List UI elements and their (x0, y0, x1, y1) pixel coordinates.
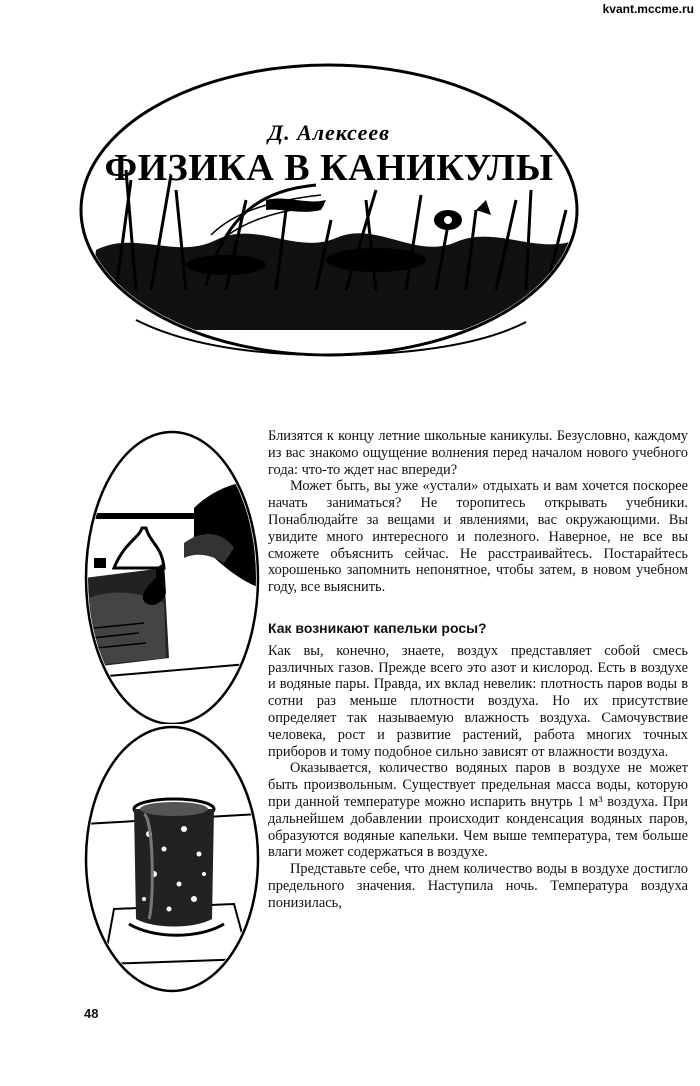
section-paragraph-2: Оказывается, количество водяных паров в воздухе не может быть произвольным. Существует предельная масса воды, которую при данной температуре можно испарить внутрь 1 м³ воздуха. При дальнейшем добавлении происходит конденсация водяных паров, образуются водяные капельки. Чем выше температура, тем больше влаги может содержаться в воздухе. (268, 760, 688, 861)
article-title: ФИЗИКА В КАНИКУЛЫ (104, 147, 554, 189)
dew-jar-picture (84, 724, 260, 994)
section-heading: Как возникают капельки росы? (268, 619, 487, 636)
kettle-illustration (84, 428, 260, 724)
kettle-pouring-picture (84, 428, 260, 724)
page-number: 48 (84, 1006, 99, 1021)
section-paragraph-1: Как вы, конечно, знаете, воздух представляет собой смесь различных газов. Прежде всего это азот и кислород. Есть в воздухе и водяные пары. Правда, их вклад невелик: плотность паров воды в сотни раз меньше плотности воздуха. Но их присутствие определяет так называемую влажность воздуха. Самочувствие человека, рост и развитие растений, работа многих точных приборов и тому подобное сильно зависят от влажности воздуха. (268, 642, 688, 760)
intro-paragraph-2: Может быть, вы уже «устали» отдыхать и вам хочется поскорее начать заниматься? Не торопитесь открывать учебники. Понаблюдайте за вещами и явлениями, вас окружающими. Вы увидите много интересного и полезного. Наверное, не все вы сможете объяснить сейчас. Не расстраивайтесь. Постарайтесь хорошенько запомнить непонятное, чтобы затем, в новом учебном году, все выяснить. (268, 478, 688, 596)
article-body (268, 428, 688, 912)
author-name: Д. Алексеев (268, 120, 390, 145)
meadow-grass-illustration (76, 60, 582, 360)
intro-paragraph-1: Близятся к концу летние школьные каникулы. Безусловно, каждому из вас знакомо ощущение волнения перед началом нового учебного года: что-то ждет нас впереди? (268, 428, 688, 478)
header-illustration (76, 60, 582, 360)
source-url: kvant.mccme.ru (602, 2, 694, 16)
jar-illustration (84, 724, 260, 994)
section-paragraph-3: Представьте себе, что днем количество воды в воздухе достигло предельного значения. Наступила ночь. Температура воздуха понизилась, (268, 861, 688, 911)
